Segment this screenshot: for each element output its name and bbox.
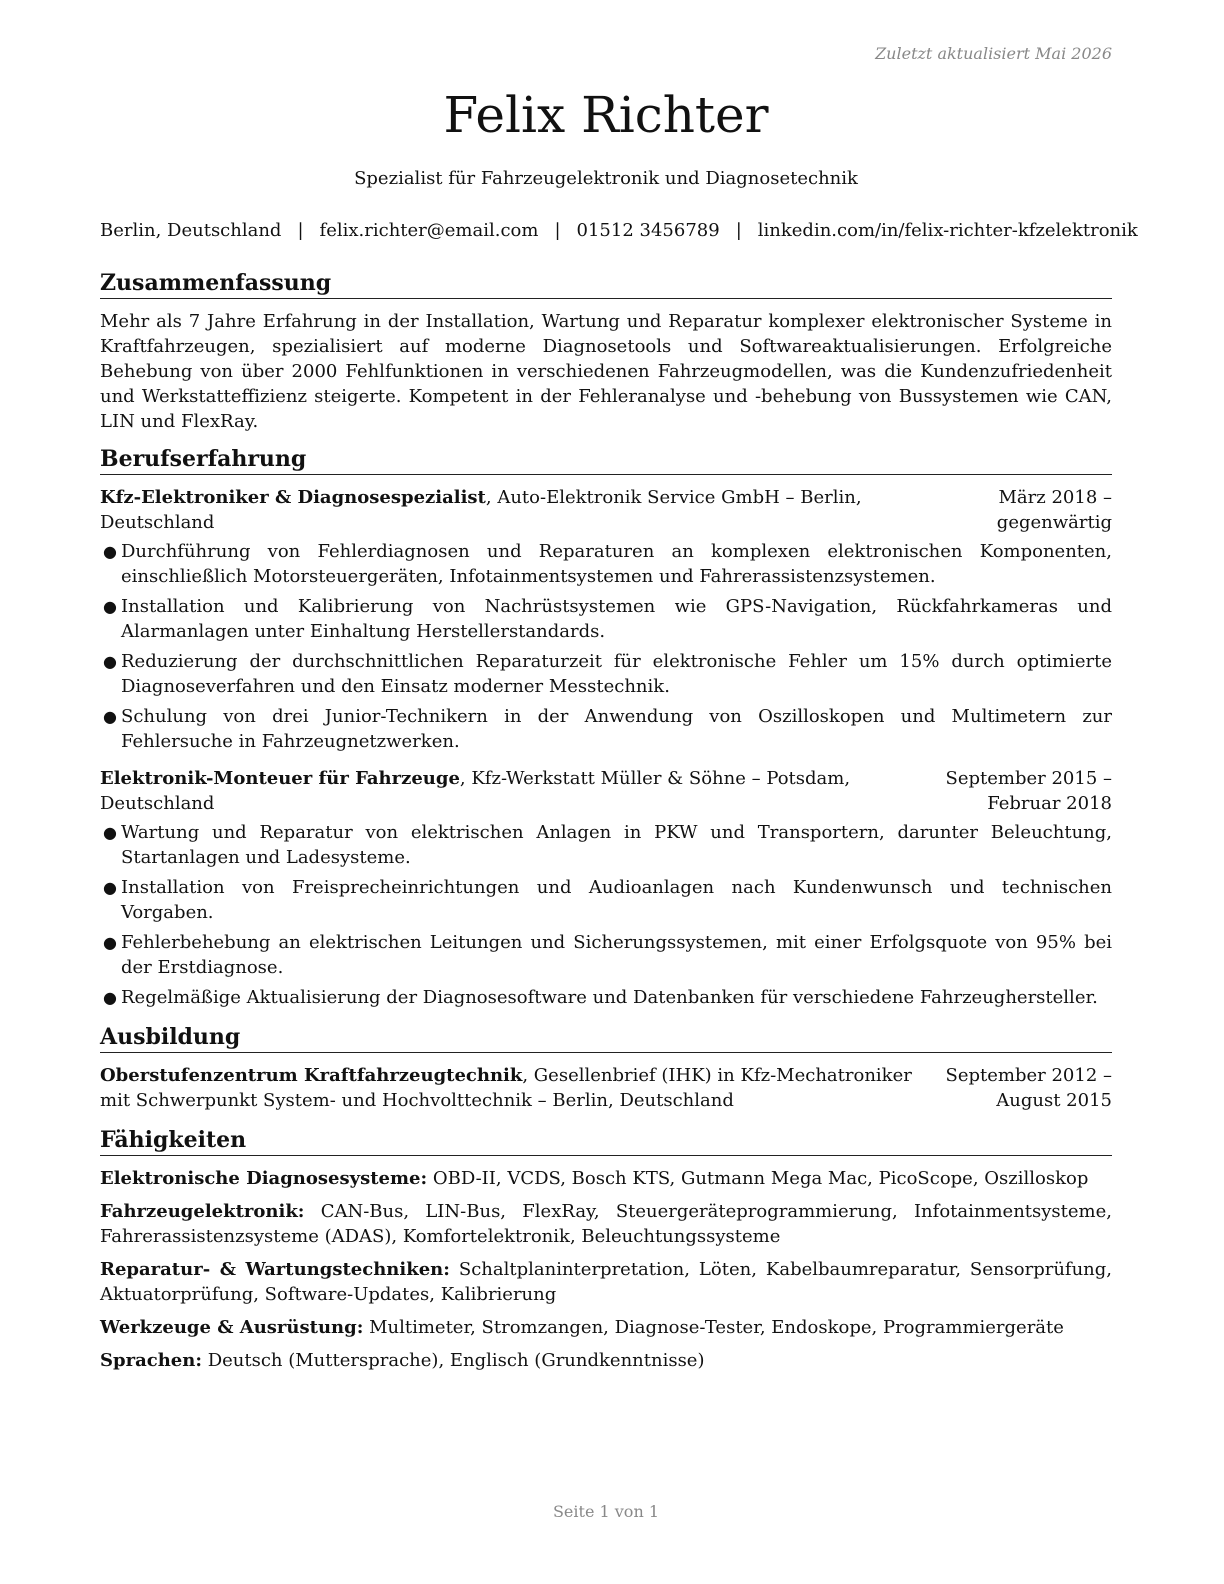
experience-title: Berufserfahrung	[100, 444, 1112, 475]
education-heading	[100, 1063, 932, 1113]
skill-value: CAN-Bus, LIN-Bus, FlexRay, Steuergeräteprogrammierung, Infotainmentsysteme, Fahrerassistenzsysteme (ADAS), Komfortelektronik, Beleuchtungssysteme	[100, 1201, 1112, 1247]
education-dates: September 2012 – August 2015	[945, 1065, 1112, 1111]
skill-row	[100, 1199, 1112, 1249]
list-item	[100, 539, 1112, 589]
job-role: Elektronik-Monteuer für Fahrzeuge	[100, 768, 460, 789]
skill-row	[100, 1166, 1112, 1191]
contact-separator: |	[735, 220, 742, 241]
bullet-text: Regelmäßige Aktualisierung der Diagnosesoftware und Datenbanken für verschiedene Fahrzeughersteller.	[121, 987, 1098, 1008]
education-header	[100, 1063, 1112, 1113]
bullet-icon: ●	[103, 988, 117, 1007]
list-item	[100, 930, 1112, 980]
job-entry	[100, 766, 1112, 1010]
contact-phone: 01512 3456789	[576, 220, 720, 241]
bullet-icon: ●	[103, 542, 117, 561]
bullet-text: Fehlerbehebung an elektrischen Leitungen und Sicherungssystemen, mit einer Erfolgsquote von 95% bei der Erstdiagnose.	[121, 932, 1112, 978]
education-section	[100, 1022, 1112, 1113]
job-bullets	[100, 820, 1112, 1010]
last-updated: Zuletzt aktualisiert Mai 2026	[875, 44, 1112, 63]
bullet-icon: ●	[103, 823, 117, 842]
education-detail: , Gesellenbrief (IHK) in Kfz-Mechatroniker mit Schwerpunkt System- und Hochvolttechnik – Berlin, Deutschland	[100, 1065, 912, 1111]
contact-email[interactable]: felix.richter@email.com	[319, 220, 539, 241]
job-dates: September 2015 – Februar 2018	[945, 768, 1112, 814]
bullet-text: Installation von Freisprecheinrichtungen und Audioanlagen nach Kundenwunsch und technischen Vorgaben.	[121, 877, 1112, 923]
list-item	[100, 704, 1112, 754]
summary-text: Mehr als 7 Jahre Erfahrung in der Installation, Wartung und Reparatur komplexer elektronischer Systeme in Kraftfahrzeugen, spezialisiert auf moderne Diagnosetools und Softwareaktualisierungen. Erfolgreiche Behebung von über 2000 Fehlfunktionen in verschiedenen Fahrzeugmodellen, was die Kundenzufriedenheit und Werkstatteffizienz steigerte. Kompetent in der Fehleranalyse und -behebung von Bussystemen wie CAN, LIN und FlexRay.	[100, 311, 1112, 432]
list-item	[100, 594, 1112, 644]
summary-title: Zusammenfassung	[100, 268, 1112, 299]
list-item	[100, 649, 1112, 699]
job-company: , Auto-Elektronik Service GmbH – Berlin, Deutschland	[100, 487, 862, 533]
skill-value: Deutsch (Muttersprache), Englisch (Grundkenntnisse)	[201, 1350, 705, 1371]
bullet-text: Durchführung von Fehlerdiagnosen und Reparaturen an komplexen elektronischen Komponenten, einschließlich Motorsteuergeräten, Infotainmentsystemen und Fahrerassistenzsystemen.	[121, 541, 1112, 587]
experience-section	[100, 444, 1112, 1010]
skills-section	[100, 1125, 1112, 1373]
skill-value: Schaltplaninterpretation, Löten, Kabelbaumreparatur, Sensorprüfung, Aktuatorprüfung, Software-Updates, Kalibrierung	[100, 1259, 1112, 1305]
bullet-icon: ●	[103, 597, 117, 616]
list-item	[100, 985, 1112, 1010]
bullet-text: Installation und Kalibrierung von Nachrüstsystemen wie GPS-Navigation, Rückfahrkameras und Alarmanlagen unter Einhaltung Herstellerstandards.	[121, 596, 1112, 642]
bullet-icon: ●	[103, 707, 117, 726]
skill-row	[100, 1315, 1112, 1340]
candidate-subtitle: Spezialist für Fahrzeugelektronik und Diagnosetechnik	[354, 168, 858, 189]
contact-location: Berlin, Deutschland	[100, 220, 282, 241]
skill-row	[100, 1348, 1112, 1373]
bullet-icon: ●	[103, 933, 117, 952]
list-item	[100, 875, 1112, 925]
contact-separator: |	[297, 220, 304, 241]
job-header	[100, 766, 1112, 816]
resume-content	[100, 268, 1112, 1383]
candidate-name: Felix Richter	[443, 86, 769, 144]
skill-label: Elektronische Diagnosesysteme:	[100, 1168, 428, 1189]
job-bullets	[100, 539, 1112, 754]
skill-label: Werkzeuge & Ausrüstung:	[100, 1317, 364, 1338]
skill-row	[100, 1257, 1112, 1307]
bullet-text: Reduzierung der durchschnittlichen Reparaturzeit für elektronische Fehler um 15% durch optimierte Diagnoseverfahren und den Einsatz moderner Messtechnik.	[121, 651, 1112, 697]
job-role: Kfz-Elektroniker & Diagnosespezialist	[100, 487, 486, 508]
contact-separator: |	[554, 220, 561, 241]
skill-label: Sprachen:	[100, 1350, 202, 1371]
job-company: , Kfz-Werkstatt Müller & Söhne – Potsdam, Deutschland	[100, 768, 851, 814]
skill-value: OBD-II, VCDS, Bosch KTS, Gutmann Mega Mac, PicoScope, Oszilloskop	[427, 1168, 1089, 1189]
contact-line	[100, 220, 1138, 241]
skill-label: Fahrzeugelektronik:	[100, 1201, 305, 1222]
contact-linkedin[interactable]: linkedin.com/in/felix-richter-kfzelektronik	[757, 220, 1138, 241]
skill-label: Reparatur- & Wartungstechniken:	[100, 1259, 450, 1280]
bullet-text: Wartung und Reparatur von elektrischen Anlagen in PKW und Transportern, darunter Beleuchtung, Startanlagen und Ladesysteme.	[121, 822, 1112, 868]
job-heading	[100, 766, 912, 816]
job-heading	[100, 485, 882, 535]
skills-title: Fähigkeiten	[100, 1125, 1112, 1156]
skill-value: Multimeter, Stromzangen, Diagnose-Tester, Endoskope, Programmiergeräte	[363, 1317, 1064, 1338]
bullet-icon: ●	[103, 878, 117, 897]
job-header	[100, 485, 1112, 535]
job-dates: März 2018 – gegenwärtig	[996, 487, 1112, 533]
list-item	[100, 820, 1112, 870]
resume-page	[100, 0, 1138, 1584]
page-footer: Seite 1 von 1	[552, 1502, 660, 1521]
education-title: Ausbildung	[100, 1022, 1112, 1053]
summary-section	[100, 268, 1112, 434]
job-entry	[100, 485, 1112, 754]
education-entry	[100, 1063, 1112, 1113]
education-school: Oberstufenzentrum Kraftfahrzeugtechnik	[100, 1065, 523, 1086]
bullet-text: Schulung von drei Junior-Technikern in der Anwendung von Oszilloskopen und Multimetern zur Fehlersuche in Fahrzeugnetzwerken.	[121, 706, 1112, 752]
bullet-icon: ●	[103, 652, 117, 671]
